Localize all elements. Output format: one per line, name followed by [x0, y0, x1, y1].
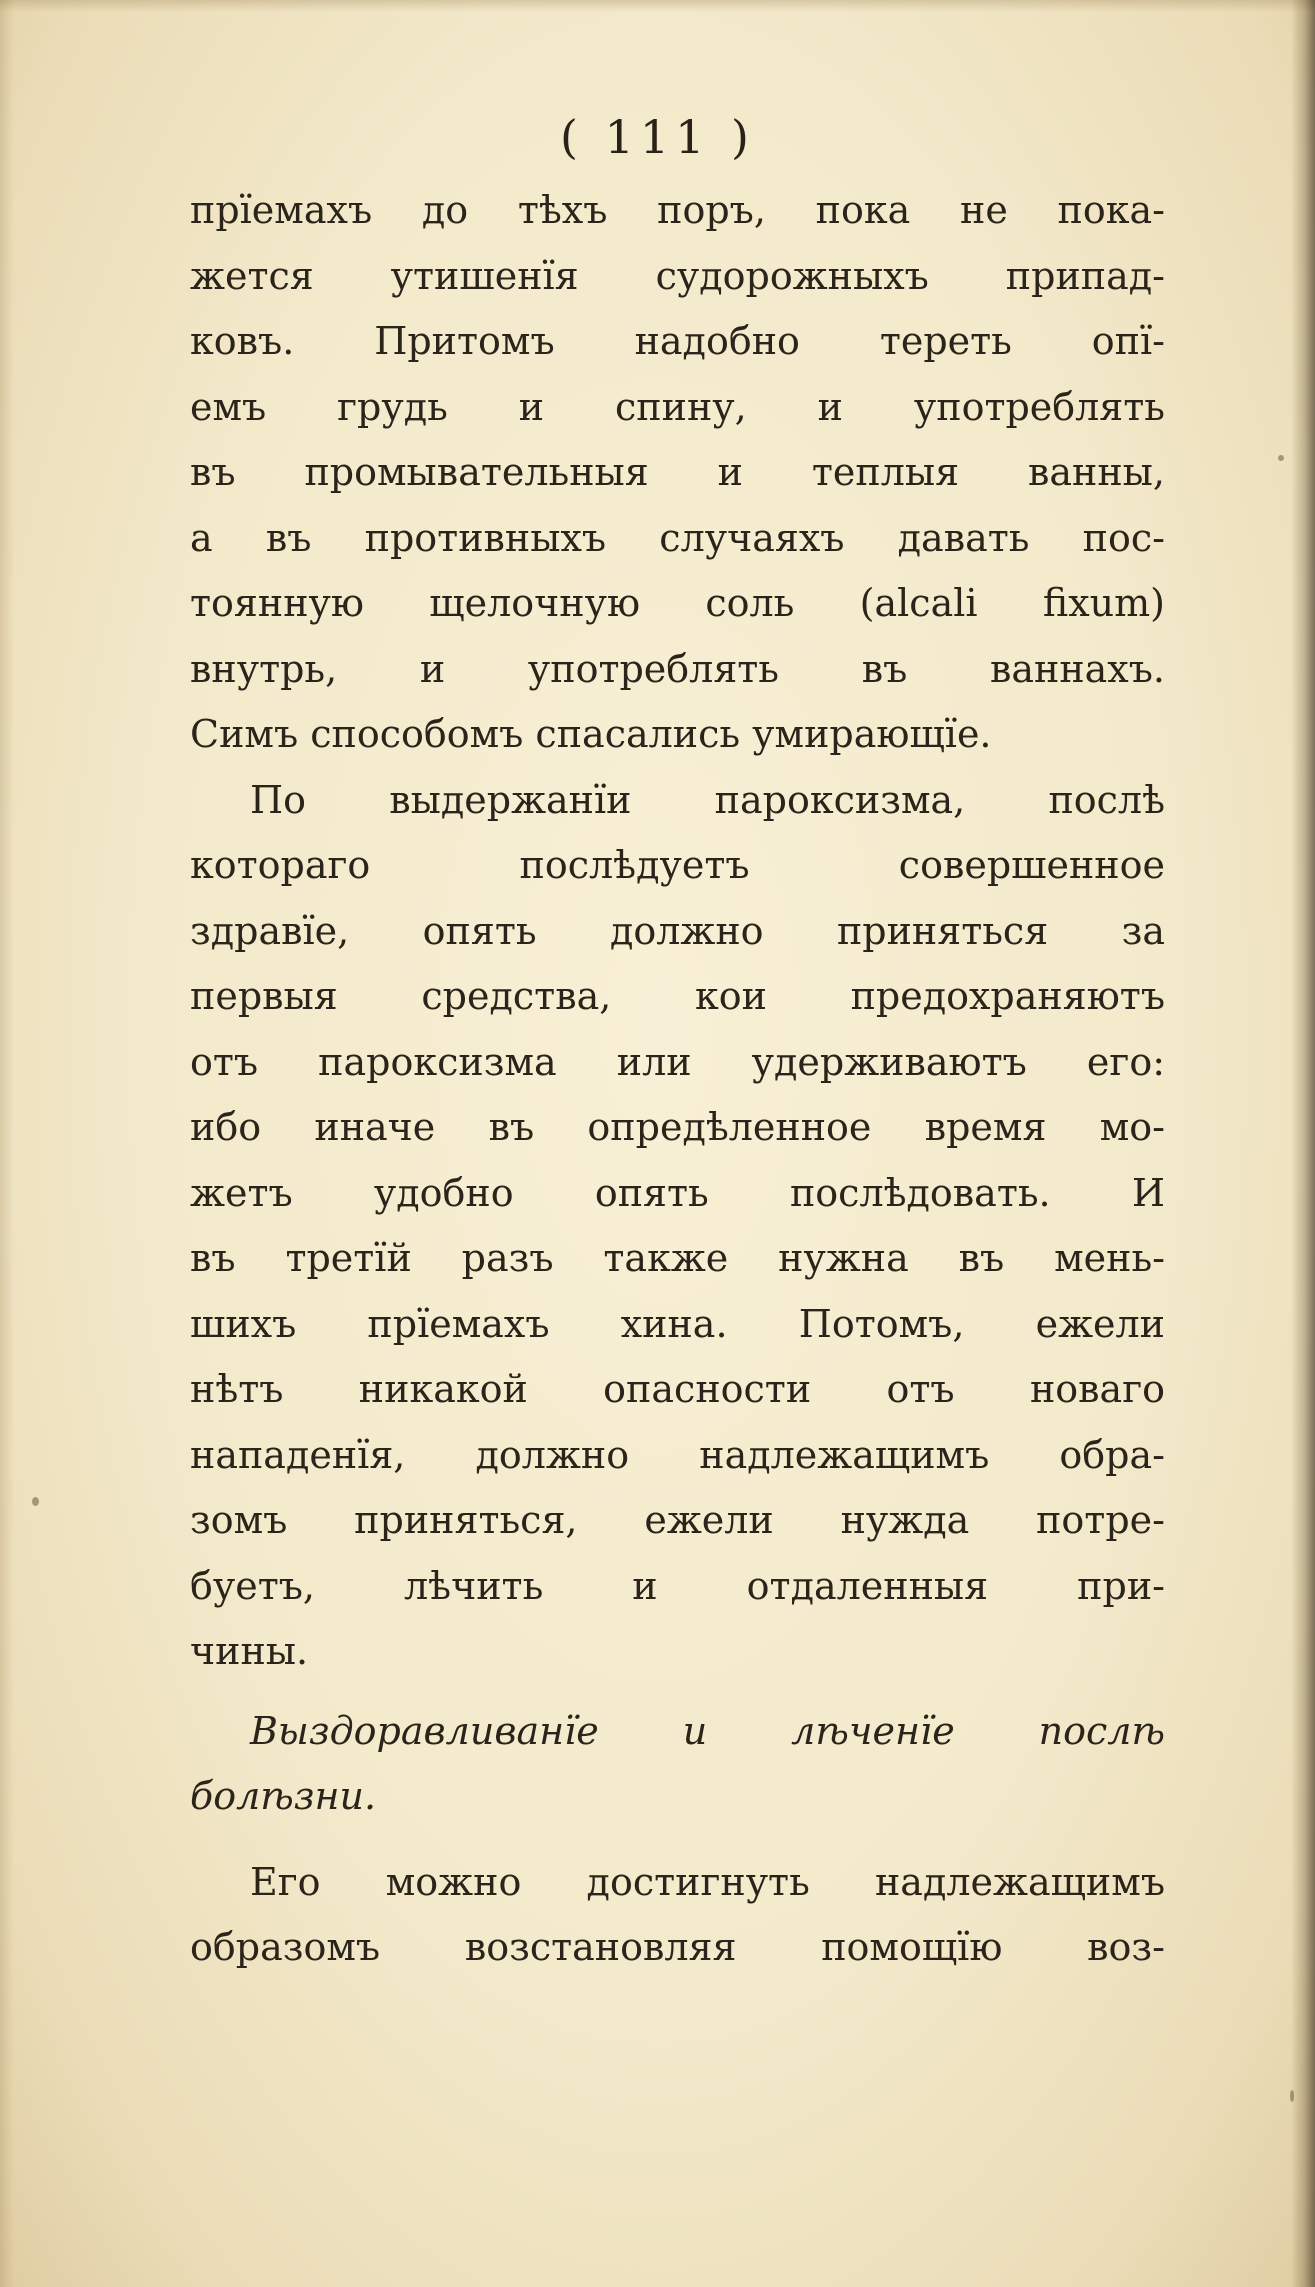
text-line: а въ противныхъ случаяхъ давать пос- — [190, 515, 1165, 560]
text-line: образомъ возстановляя помощїю воз- — [190, 1925, 1165, 1969]
spacer — [190, 1685, 1165, 1699]
page-number: ( 111 ) — [560, 110, 755, 164]
spacer — [190, 1830, 1165, 1850]
section-heading-line: болѣзни. — [190, 1774, 377, 1818]
text-line: чины. — [190, 1629, 309, 1673]
text-line: тоянную щелочную соль (alcali fixum) — [190, 581, 1165, 625]
text-line: въ промывательныя и теплыя ванны, — [190, 450, 1165, 494]
text-line: первыя средства, кои предохраняютъ — [190, 974, 1165, 1018]
text-line: ковъ. Притомъ надобно тереть опї- — [190, 319, 1165, 363]
text-line: прїемахъ до тѣхъ поръ, пока не пока- — [190, 188, 1165, 232]
section-heading-line: Выздоравливанїе и лѣченїе послѣ — [250, 1708, 1165, 1753]
paper-speck — [32, 1497, 39, 1506]
text-line: въ третїй разъ также нужна въ мень- — [190, 1236, 1165, 1280]
body-text — [190, 178, 1165, 1981]
text-line: буетъ, лѣчить и отдаленныя при- — [190, 1563, 1165, 1608]
paper-speck — [1278, 455, 1284, 461]
text-line: емъ грудь и спину, и употреблять — [190, 384, 1165, 429]
text-line: котораго послѣдуетъ совершенное — [190, 843, 1165, 887]
text-line: Симъ способомъ спасались умирающїе. — [190, 712, 992, 756]
page-edge-right — [1291, 0, 1315, 2287]
text-line: здравїе, опять должно приняться за — [190, 908, 1165, 953]
text-line: ибо иначе въ опредѣленное время мо- — [190, 1105, 1165, 1149]
page-edge-left — [0, 0, 14, 2287]
text-line: жется утишенїя судорожныхъ припад- — [190, 253, 1165, 298]
text-line: нападенїя, должно надлежащимъ обра- — [190, 1432, 1165, 1477]
page-edge-top — [0, 0, 1315, 12]
text-line: шихъ прїемахъ хина. Потомъ, ежели — [190, 1301, 1165, 1346]
text-line: зомъ приняться, ежели нужда потре- — [190, 1498, 1165, 1542]
text-line: отъ пароксизма или удерживаютъ его: — [190, 1039, 1165, 1084]
text-line: внутрь, и употреблять въ ваннахъ. — [190, 646, 1165, 691]
text-line: нѣтъ никакой опасности отъ новаго — [190, 1367, 1165, 1411]
paragraph-start-line: Его можно достигнуть надлежащимъ — [250, 1859, 1165, 1904]
paragraph-start-line: По выдержанїи пароксизма, послѣ — [250, 777, 1165, 822]
paper-speck — [1290, 2090, 1294, 2102]
text-line: жетъ удобно опять послѣдовать. И — [190, 1170, 1165, 1215]
